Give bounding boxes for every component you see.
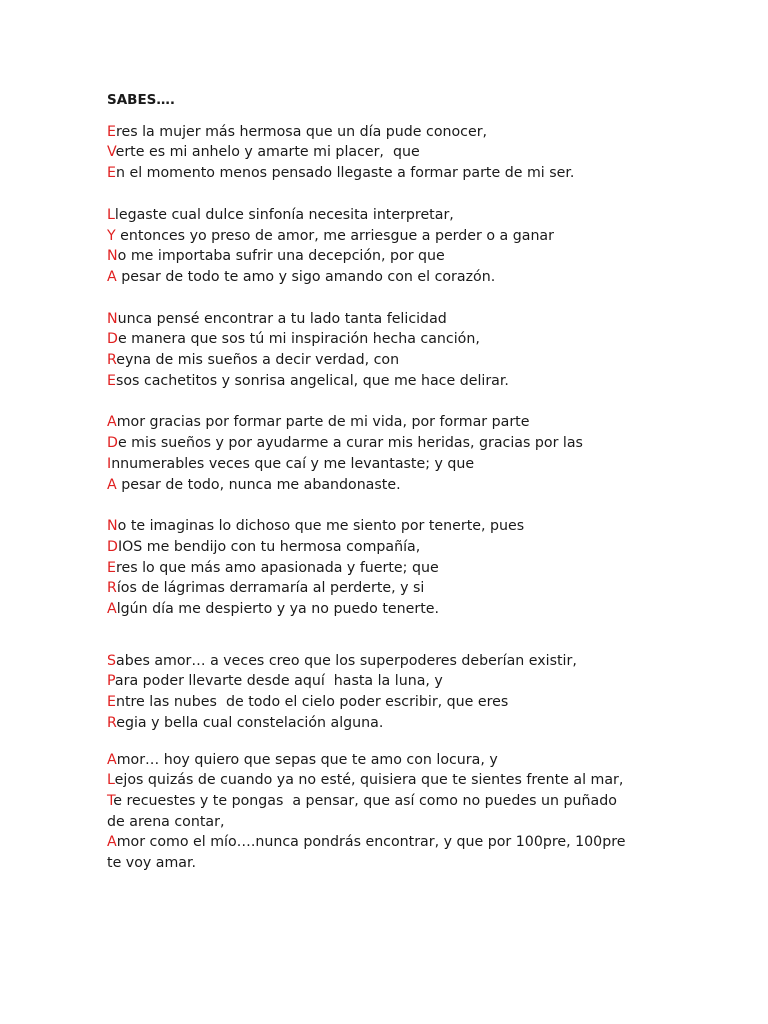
stanza-gap — [107, 288, 727, 309]
stanza-gap — [107, 734, 727, 750]
poem-line — [107, 812, 727, 833]
acrostic-initial: N — [107, 310, 118, 327]
poem-line — [107, 163, 727, 184]
line-text: de arena contar, — [107, 813, 225, 830]
acrostic-initial: R — [107, 352, 117, 369]
acrostic-initial: D — [107, 538, 118, 555]
acrostic-initial: A — [107, 601, 117, 618]
line-text: ejos quizás de cuando ya no esté, quisiera que te sientes frente al mar, — [114, 772, 624, 789]
line-text: e recuestes y te pongas a pensar, que así como no puedes un puñado — [113, 792, 617, 809]
poem-title: SABES…. — [107, 92, 176, 108]
acrostic-initial: E — [107, 559, 116, 576]
acrostic-initial: D — [107, 331, 118, 348]
acrostic-initial: A — [107, 268, 117, 285]
poem-line — [107, 853, 727, 874]
line-text: mor… hoy quiero que sepas que te amo con locura, y — [116, 751, 498, 768]
stanza-6 — [107, 651, 727, 734]
poem-line — [107, 454, 727, 475]
acrostic-initial: A — [107, 476, 117, 493]
poem-line — [107, 226, 727, 247]
poem-line — [107, 537, 727, 558]
line-text: mor gracias por formar parte de mi vida, por formar parte — [116, 414, 530, 431]
line-text: lgún día me despierto y ya no puedo tenerte. — [116, 601, 440, 618]
poem-line — [107, 599, 727, 620]
line-text: unca pensé encontrar a tu lado tanta felicidad — [117, 310, 447, 327]
acrostic-initial: E — [107, 165, 116, 182]
acrostic-initial: L — [107, 206, 115, 223]
poem-line — [107, 475, 727, 496]
line-text: eyna de mis sueños a decir verdad, con — [116, 352, 400, 369]
poem-line — [107, 329, 727, 350]
acrostic-initial: R — [107, 714, 117, 731]
line-text: res la mujer más hermosa que un día pude conocer, — [115, 123, 488, 140]
poem-line — [107, 671, 727, 692]
line-text: te voy amar. — [107, 855, 197, 872]
poem-line — [107, 309, 727, 330]
stanza-gap — [107, 184, 727, 205]
stanza-3 — [107, 309, 727, 392]
line-text: abes amor… a veces creo que los superpoderes deberían existir, — [116, 652, 577, 669]
poem-line — [107, 791, 727, 812]
line-text: pesar de todo te amo y sigo amando con el corazón. — [116, 268, 496, 285]
line-text: legaste cual dulce sinfonía necesita interpretar, — [114, 206, 454, 223]
acrostic-initial: V — [107, 144, 116, 161]
stanza-gap — [107, 620, 727, 651]
poem-line — [107, 142, 727, 163]
poem-line — [107, 350, 727, 371]
line-text: íos de lágrimas derramaría al perderte, y si — [116, 580, 425, 597]
poem-line — [107, 651, 727, 672]
stanza-2 — [107, 205, 727, 288]
acrostic-initial: T — [107, 792, 114, 809]
line-text: ntre las nubes de todo el cielo poder escribir, que eres — [115, 694, 509, 711]
acrostic-initial: N — [107, 518, 118, 535]
acrostic-initial: A — [107, 751, 117, 768]
stanza-5 — [107, 516, 727, 620]
poem-line — [107, 371, 727, 392]
poem-line — [107, 205, 727, 226]
stanza-7 — [107, 750, 727, 874]
acrostic-initial: P — [107, 673, 115, 690]
poem-line — [107, 267, 727, 288]
line-text: ara poder llevarte desde aquí hasta la luna, y — [114, 673, 443, 690]
poem-line — [107, 122, 727, 143]
line-text: n el momento menos pensado llegaste a formar parte de mi ser. — [115, 165, 575, 182]
acrostic-initial: D — [107, 435, 118, 452]
poem-line — [107, 558, 727, 579]
acrostic-initial: S — [107, 652, 117, 669]
line-text: o me importaba sufrir una decepción, por que — [117, 248, 445, 265]
poem-line — [107, 832, 727, 853]
line-text: o te imaginas lo dichoso que me siento por tenerte, pues — [117, 518, 525, 535]
line-text: mor como el mío….nunca pondrás encontrar, y que por 100pre, 100pre — [116, 834, 626, 851]
poem-line — [107, 692, 727, 713]
acrostic-initial: E — [107, 123, 116, 140]
poem-line — [107, 770, 727, 791]
poem-line — [107, 412, 727, 433]
line-text: erte es mi anhelo y amarte mi placer, que — [115, 144, 420, 161]
poem-line — [107, 750, 727, 771]
acrostic-initial: I — [107, 455, 112, 472]
line-text: nnumerables veces que caí y me levantaste; y que — [111, 455, 475, 472]
acrostic-initial: L — [107, 772, 115, 789]
acrostic-initial: Y — [107, 227, 116, 244]
line-text: e mis sueños y por ayudarme a curar mis heridas, gracias por las — [117, 435, 583, 452]
line-text: res lo que más amo apasionada y fuerte; que — [115, 559, 439, 576]
stanza-4 — [107, 412, 727, 495]
poem-line — [107, 578, 727, 599]
acrostic-initial: A — [107, 414, 117, 431]
acrostic-initial: E — [107, 372, 116, 389]
line-text: pesar de todo, nunca me abandonaste. — [116, 476, 401, 493]
poem-line — [107, 516, 727, 537]
line-text: sos cachetitos y sonrisa angelical, que me hace delirar. — [115, 372, 509, 389]
acrostic-initial: N — [107, 248, 118, 265]
poem-line — [107, 246, 727, 267]
acrostic-initial: A — [107, 834, 117, 851]
line-text: IOS me bendijo con tu hermosa compañía, — [117, 538, 421, 555]
line-text: entonces yo preso de amor, me arriesgue a perder o a ganar — [115, 227, 554, 244]
line-text: egia y bella cual constelación alguna. — [116, 714, 384, 731]
poem-page — [107, 90, 727, 874]
acrostic-initial: R — [107, 580, 117, 597]
poem-line — [107, 433, 727, 454]
poem-line — [107, 713, 727, 734]
acrostic-initial: E — [107, 694, 116, 711]
line-text: e manera que sos tú mi inspiración hecha canción, — [117, 331, 480, 348]
stanza-gap — [107, 391, 727, 412]
stanza-1 — [107, 122, 727, 184]
stanza-gap — [107, 495, 727, 516]
